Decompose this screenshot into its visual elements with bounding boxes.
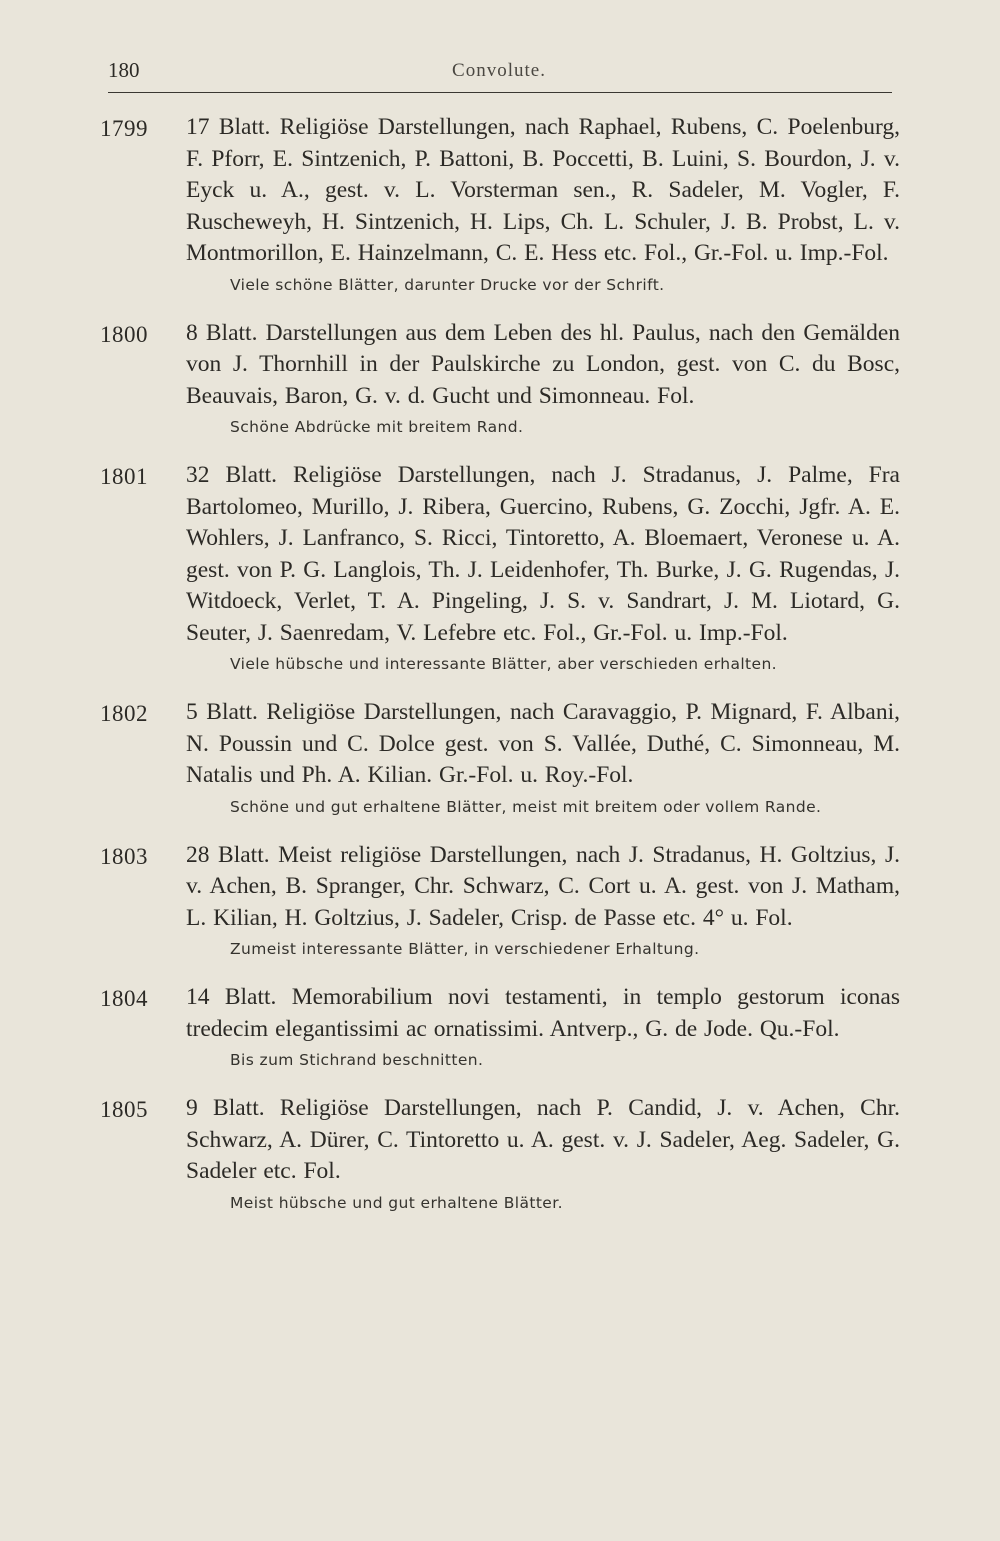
catalog-entry-1802: [100, 697, 900, 820]
entry-description: 8 Blatt. Darstellungen aus dem Leben des hl. Paulus, nach den Gemälden von J. Thornhill in der Paulskirche zu London, gest. von C. du Bosc, Beauvais, Baron, G. v. d. Gucht und Simonneau. Fol.: [186, 319, 900, 409]
entry-description: 5 Blatt. Religiöse Darstellungen, nach Caravaggio, P. Mignard, F. Albani, N. Poussin und C. Dolce gest. von S. Vallée, Duthé, C. Simonneau, M. Natalis und Ph. A. Kilian. Gr.-Fol. u. Roy.-Fol.: [186, 699, 900, 788]
page-number: 180: [108, 58, 140, 82]
entry-note: Bis zum Stichrand beschnitten.: [230, 1051, 484, 1069]
entry-number: 1805: [100, 1097, 148, 1122]
running-title: Convolute.: [452, 60, 546, 81]
catalog-entry-1799: [100, 112, 900, 298]
page-header: [108, 58, 890, 88]
header-rule: [108, 92, 892, 93]
catalog-entry-1804: [100, 982, 900, 1073]
entry-note: Schöne Abdrücke mit breitem Rand.: [230, 418, 524, 436]
entry-note: Schöne und gut erhaltene Blätter, meist mit breitem oder vollem Rande.: [230, 797, 822, 816]
entry-number: 1804: [100, 986, 148, 1011]
entry-description: 9 Blatt. Religiöse Darstellungen, nach P. Candid, J. v. Achen, Chr. Schwarz, A. Dürer, C. Tintoretto u. A. gest. v. J. Sadeler, Aeg. Sadeler, G. Sadeler etc. Fol.: [186, 1095, 900, 1184]
entry-number: 1799: [100, 116, 148, 141]
entry-note: Meist hübsche und gut erhaltene Blätter.: [230, 1193, 563, 1212]
entry-note: Zumeist interessante Blätter, in verschiedener Erhaltung.: [230, 940, 700, 958]
entry-description: 14 Blatt. Memorabilium novi testamenti, in templo gestorum iconas tredecim elegantissimi ac ornatissimi. Antverp., G. de Jode. Qu.-Fol.: [186, 984, 900, 1042]
catalog-entry-1800: [100, 318, 900, 441]
entry-number: 1801: [100, 464, 148, 489]
entry-description: 17 Blatt. Religiöse Darstellungen, nach Raphael, Rubens, C. Poelenburg, F. Pforr, E. Sintzenich, P. Battoni, B. Poccetti, B. Luini, S. Bourdon, J. v. Eyck u. A., gest. v. L. Vorsterman sen., R. Sadeler, M. Vogler, F. Ruscheweyh, H. Sintzenich, H. Lips, Ch. L. Schuler, J. B. Probst, L. v. Montmorillon, E. Hainzelmann, C. E. Hess etc. Fol., Gr.-Fol. u. Imp.-Fol.: [186, 114, 900, 266]
catalog-entry-1803: [100, 840, 900, 963]
entry-description: 32 Blatt. Religiöse Darstellungen, nach J. Stradanus, J. Palme, Fra Bartolomeo, Murillo, J. Ribera, Guercino, Rubens, G. Zocchi, Jgfr. A. E. Wohlers, J. Lanfranco, S. Ricci, Tintoretto, A. Bloemaert, Veronese u. A. gest. von P. G. Langlois, Th. J. Leidenhofer, Th. Burke, J. G. Rugendas, J. Witdoeck, Verlet, T. A. Pingeling, J. S. v. Sandrart, J. M. Liotard, G. Seuter, J. Saenredam, V. Lefebre etc. Fol., Gr.-Fol. u. Imp.-Fol.: [186, 462, 900, 646]
entry-number: 1802: [100, 701, 148, 726]
catalog-entry-1801: [100, 460, 900, 677]
catalog-entries: [100, 112, 900, 1236]
entry-description: 28 Blatt. Meist religiöse Darstellungen, nach J. Stradanus, H. Goltzius, J. v. Achen, B. Spranger, Chr. Schwarz, C. Cort u. A. gest. von J. Matham, L. Kilian, H. Goltzius, J. Sadeler, Crisp. de Passe etc. 4° u. Fol.: [186, 841, 900, 931]
entry-number: 1800: [100, 321, 148, 347]
entry-number: 1803: [100, 843, 148, 869]
catalog-entry-1805: [100, 1093, 900, 1216]
entry-note: Viele schöne Blätter, darunter Drucke vor der Schrift.: [230, 275, 665, 294]
entry-note: Viele hübsche und interessante Blätter, aber verschieden erhalten.: [230, 655, 778, 673]
